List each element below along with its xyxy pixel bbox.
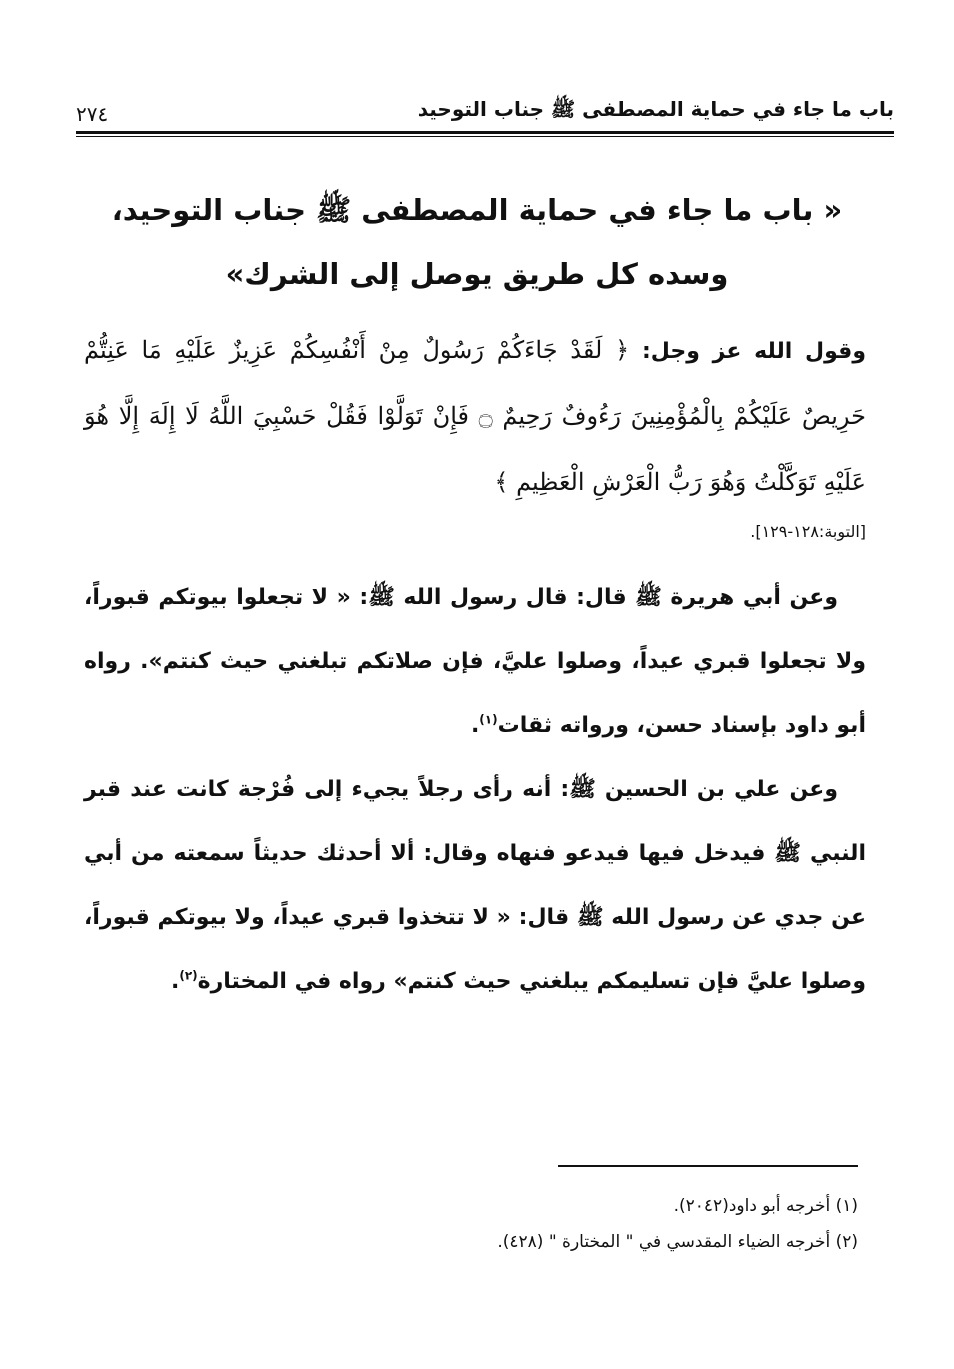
running-title: باب ما جاء في حماية المصطفى ﷺ جناب التوحيد — [417, 97, 894, 121]
hadith-abu-hurayrah — [84, 566, 866, 758]
hadith-ali-ibn-husayn-text: وعن علي بن الحسين ﷺ: أنه رأى رجلاً يجيء إلى فُرْجة كانت عند قبر النبي ﷺ فيدخل فيها فيدعو فنهاه وقال: ألا أحدثك حديثاً سمعته من أبي عن جدي عن رسول الله ﷺ قال: « لا تتخذوا قبري عيداً، ولا بيوتكم قبوراً، وصلوا عليَّ فإن تسليمكم يبلغني حيث كنتم» رواه في المختارة — [84, 777, 866, 994]
hadith-ali-ibn-husayn — [84, 758, 866, 1014]
quran-verse: ﴿ لَقَدْ جَاءَكُمْ رَسُولٌ مِنْ أَنْفُسِكُمْ عَزِيزٌ عَلَيْهِ مَا عَنِتُّمْ حَرِيصٌ عَلَيْكُمْ بِالْمُؤْمِنِينَ رَءُوفٌ رَحِيمٌ ۝ فَإِنْ تَوَلَّوْا فَقُلْ حَسْبِيَ اللَّهُ لَا إِلَهَ إِلَّا هُوَ عَلَيْهِ تَوَكَّلْتُ وَهُوَ رَبُّ الْعَرْشِ الْعَظِيمِ ﴾ — [84, 336, 867, 496]
hadith-abu-hurayrah-text: وعن أبي هريرة ﷺ قال: قال رسول الله ﷺ: « لا تجعلوا بيوتكم قبوراً، ولا تجعلوا قبري عيداً، وصلوا عليَّ، فإن صلاتكم تبلغني حيث كنتم». رواه أبو داود بإسناد حسن، ورواته ثقات — [84, 585, 866, 738]
running-header — [76, 86, 894, 126]
page-number: ٢٧٤ — [76, 102, 109, 126]
body-text — [84, 318, 866, 1014]
hadith-abu-hurayrah-end: . — [470, 713, 480, 738]
quran-intro: وقول الله عز وجل: — [629, 339, 867, 364]
footnote-1: (١) أخرجه أبو داود(٢٠٤٢). — [673, 1196, 858, 1216]
footnote-2: (٢) أخرجه الضياء المقدسي في " المختارة " (٤٢٨). — [497, 1232, 858, 1252]
chapter-title-line-1: « باب ما جاء في حماية المصطفى ﷺ جناب التوحيد، — [111, 193, 843, 227]
chapter-title — [80, 178, 874, 306]
chapter-title-line-2: وسده كل طريق يوصل إلى الشرك» — [225, 257, 729, 291]
quran-paragraph — [84, 318, 866, 516]
footnotes — [120, 1188, 858, 1260]
footnote-ref-1: (١) — [479, 712, 498, 727]
header-rule — [76, 131, 894, 137]
quran-citation: [التوبة:١٢٨-١٢٩]. — [750, 522, 866, 541]
hadith-ali-ibn-husayn-end: . — [170, 969, 180, 994]
footnote-rule — [558, 1165, 858, 1167]
footnote-ref-2: (٢) — [179, 968, 198, 983]
